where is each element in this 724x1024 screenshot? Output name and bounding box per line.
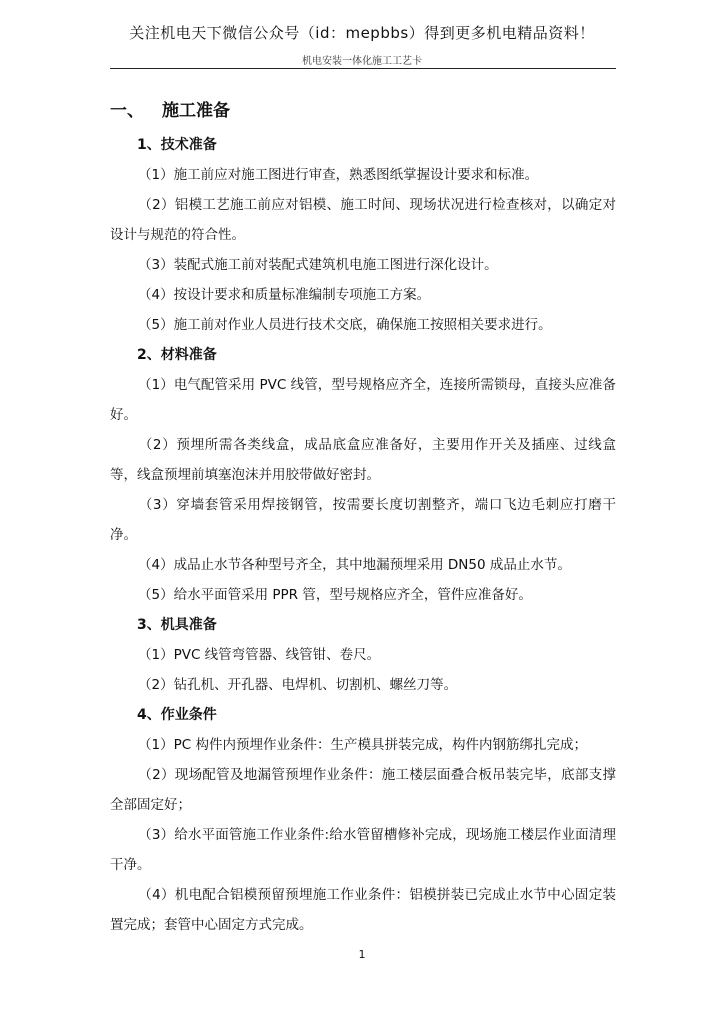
paragraph-item bbox=[110, 820, 616, 880]
paragraph-item bbox=[110, 730, 616, 760]
promo-banner: 关注机电天下微信公众号（id：mepbbs）得到更多机电精品资料！ bbox=[129, 24, 595, 42]
paragraph-text: （4）按设计要求和质量标准编制专项施工方案。 bbox=[138, 287, 431, 303]
document-subtitle: 机电安装一体化施工工艺卡 bbox=[302, 56, 422, 67]
paragraph-item bbox=[110, 280, 616, 310]
paragraph-text: （5）施工前对作业人员进行技术交底，确保施工按照相关要求进行。 bbox=[138, 317, 552, 333]
paragraph-item bbox=[110, 430, 616, 490]
paragraph-item bbox=[110, 490, 616, 550]
paragraph-item bbox=[110, 580, 616, 610]
paragraph-text: （2）预埋所需各类线盒，成品底盒应准备好，主要用作开关及插座、过线盒等，线盒预埋前填塞泡沫并用胶带做好密封。 bbox=[110, 437, 616, 483]
paragraph-item bbox=[110, 640, 616, 670]
paragraph-text: （4）机电配合铝模预留预埋施工作业条件：铝模拼装已完成止水节中心固定装置完成；套管中心固定方式完成。 bbox=[110, 887, 616, 933]
paragraph-text: （3）穿墙套管采用焊接钢管，按需要长度切割整齐，端口飞边毛刺应打磨干净。 bbox=[110, 497, 616, 543]
paragraph-text: （1）PC 构件内预埋作业条件：生产模具拼装完成，构件内钢筋绑扎完成； bbox=[138, 737, 587, 753]
paragraph-item bbox=[110, 370, 616, 430]
paragraph-item bbox=[110, 550, 616, 580]
section-title-text: 施工准备 bbox=[162, 101, 230, 121]
paragraph-text: （2）铝模工艺施工前应对铝模、施工时间、现场状况进行检查核对，以确定对设计与规范的符合性。 bbox=[110, 197, 616, 243]
paragraph-item bbox=[110, 670, 616, 700]
document-body bbox=[110, 130, 616, 940]
paragraph-text: （3）给水平面管施工作业条件:给水管留槽修补完成，现场施工楼层作业面清理干净。 bbox=[110, 827, 616, 873]
paragraph-item bbox=[110, 190, 616, 250]
paragraph-text: （1）施工前应对施工图进行审查，熟悉图纸掌握设计要求和标准。 bbox=[138, 167, 539, 183]
paragraph-text: （3）装配式施工前对装配式建筑机电施工图进行深化设计。 bbox=[138, 257, 498, 273]
paragraph-item bbox=[110, 880, 616, 940]
subsection-heading: 1、技术准备 bbox=[137, 137, 217, 153]
page-number: 1 bbox=[358, 948, 366, 961]
paragraph-text: （4）成品止水节各种型号齐全，其中地漏预埋采用 DN50 成品止水节。 bbox=[138, 557, 571, 573]
header-divider bbox=[110, 68, 616, 69]
paragraph-item bbox=[110, 760, 616, 820]
subsection-heading: 2、材料准备 bbox=[137, 347, 217, 363]
paragraph-text: （5）给水平面管采用 PPR 管，型号规格应齐全，管件应准备好。 bbox=[138, 587, 532, 603]
section-number: 一、 bbox=[110, 101, 144, 121]
subsection-heading: 3、机具准备 bbox=[137, 617, 217, 633]
paragraph-text: （1）PVC 线管弯管器、线管钳、卷尺。 bbox=[138, 647, 381, 663]
paragraph-text: （2）钻孔机、开孔器、电焊机、切割机、螺丝刀等。 bbox=[138, 677, 458, 693]
paragraph-item bbox=[110, 250, 616, 280]
paragraph-item bbox=[110, 160, 616, 190]
subsection-heading: 4、作业条件 bbox=[137, 707, 217, 723]
paragraph-item bbox=[110, 310, 616, 340]
paragraph-text: （1）电气配管采用 PVC 线管，型号规格应齐全，连接所需锁母，直接头应准备好。 bbox=[110, 377, 616, 423]
section-heading bbox=[110, 96, 230, 121]
paragraph-text: （2）现场配管及地漏管预埋作业条件：施工楼层面叠合板吊装完毕，底部支撑全部固定好； bbox=[110, 767, 616, 813]
